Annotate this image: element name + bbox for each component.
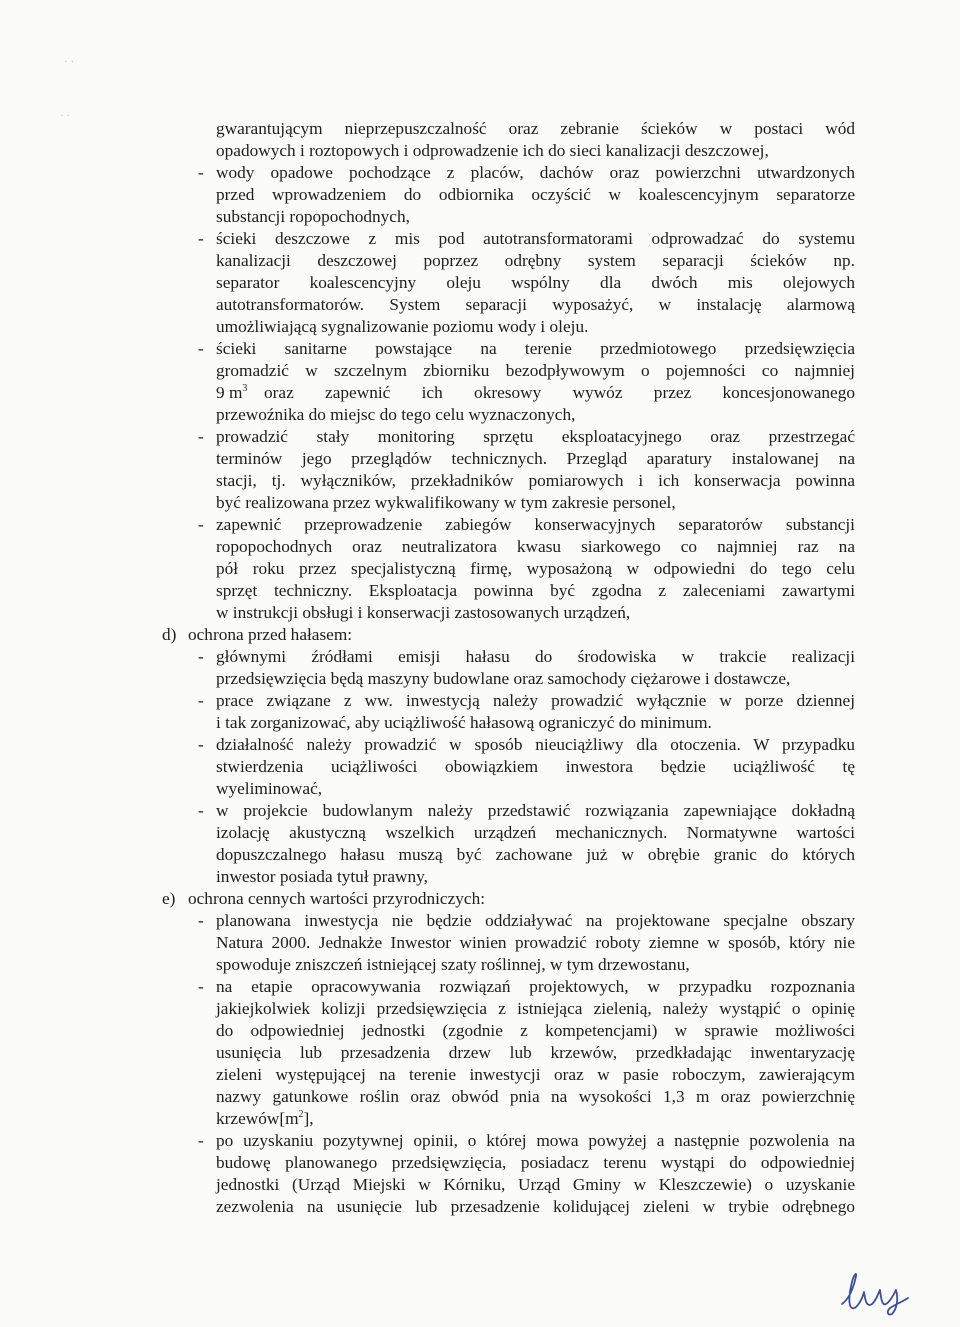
scan-artifact: · · <box>60 110 71 122</box>
unit-text: krzewów[m <box>216 1109 299 1128</box>
list-item-line: wody opadowe pochodzące z placów, dachów oraz powierzchni utwardzonych <box>216 163 855 182</box>
list-item-dash: - <box>198 691 204 710</box>
section-heading-d: ochrona przed hałasem: <box>188 625 353 644</box>
list-item-dash: - <box>198 911 204 930</box>
list-item-line: i tak zorganizować, aby uciążliwość hałasową ograniczyć do minimum. <box>216 713 712 732</box>
list-item-line: jakiejkolwiek kolizji przedsięwzięcia z istniejąca zielenią, należy wystąpić o opinię <box>216 999 855 1018</box>
list-item-line: prowadzić stały monitoring sprzętu eksploatacyjnego oraz przestrzegać <box>216 427 855 446</box>
list-item-line: stwierdzenia uciążliwości obowiązkiem inwestora będzie uciążliwość tę <box>216 757 855 776</box>
section-heading-e: ochrona cennych wartości przyrodniczych: <box>188 889 486 908</box>
list-item-dash: - <box>198 977 204 996</box>
list-item-line: zezwolenia na usunięcie lub przesadzenie kolidującej zieleni w trybie odrębnego <box>216 1197 855 1216</box>
list-item-line: izolację akustyczną wszelkich urządzeń mechanicznych. Normatywne wartości <box>216 823 855 842</box>
list-item-line: na etapie opracowywania rozwiązań projektowych, w przypadku rozpoznania <box>216 977 855 996</box>
list-item-line: działalność należy prowadzić w sposób nieuciążliwy dla otoczenia. W przypadku <box>216 735 855 754</box>
list-item-line: umożliwiającą sygnalizowanie poziomu wody i oleju. <box>216 317 589 336</box>
list-item-line: sprzęt techniczny. Eksploatacja powinna być zgodna z zaleceniami zawartymi <box>216 581 855 600</box>
list-item-line: planowana inwestycja nie będzie oddziaływać na projektowane specjalne obszary <box>216 911 855 930</box>
list-item-dash: - <box>198 735 204 754</box>
volume-value: 9 m <box>216 383 243 402</box>
list-item-line <box>216 382 247 404</box>
list-item-line: spowoduje zniszczeń istniejącej szaty roślinnej, w tym drzewostanu, <box>216 955 690 974</box>
superscript: 2 <box>298 1109 304 1121</box>
list-item-dash: - <box>198 339 204 358</box>
list-item-line: prace związane z ww. inwestycją należy prowadzić wyłącznie w porze dziennej <box>216 691 855 710</box>
paragraph-line: gwarantującym nieprzepuszczalność oraz zebranie ścieków w postaci wód <box>216 119 855 138</box>
unit-text-end: ], <box>303 1109 314 1128</box>
list-item-line: do odpowiedniej jednostki (zgodnie z kompetencjami) w sprawie możliwości <box>216 1021 855 1040</box>
list-item-line: inwestor posiada tytuł prawny, <box>216 867 428 886</box>
list-item-line: kanalizacji deszczowej poprzez odrębny system separacji ścieków np. <box>216 251 855 270</box>
list-item-line: w instrukcji obsługi i konserwacji zastosowanych urządzeń, <box>216 603 631 622</box>
list-item-line: przewoźnika do miejsc do tego celu wyznaczonych, <box>216 405 576 424</box>
list-item-dash: - <box>198 647 204 666</box>
list-item-line <box>216 1108 314 1130</box>
list-item-line: po uzyskaniu pozytywnej opinii, o której mowa powyżej a następnie pozwolenia na <box>216 1131 855 1150</box>
list-item-line: separator koalescencyjny oleju wspólny dla dwóch mis olejowych <box>216 273 855 292</box>
paragraph-line: opadowych i roztopowych i odprowadzenie ich do sieci kanalizacji deszczowej, <box>216 141 769 160</box>
list-item-line: przedsięwzięcia będą maszyny budowlane oraz samochody ciężarowe i dostawcze, <box>216 669 791 688</box>
list-item-line: usunięcia lub przesadzenia drzew lub krzewów, przedkładając inwentaryzację <box>216 1043 855 1062</box>
list-item-line: stacji, tj. wyłączników, przekładników pomiarowych i ich konserwacja powinna <box>216 471 855 490</box>
list-item-dash: - <box>198 427 204 446</box>
section-label-e: e) <box>162 889 176 908</box>
list-item-line: dopuszczalnego hałasu muszą być zachowane już w obrębie granic do których <box>216 845 855 864</box>
list-item-line: jednostki (Urząd Miejski w Kórniku, Urząd Gminy w Kleszczewie) o uzyskanie <box>216 1175 855 1194</box>
list-item-line: wyeliminować, <box>216 779 323 798</box>
list-item-line: zieleni występującej na terenie inwestycji oraz w pasie roboczym, zawierającym <box>216 1065 855 1084</box>
list-item-dash: - <box>198 515 204 534</box>
list-item-line: gromadzić w szczelnym zbiorniku bezodpływowym o pojemności co najmniej <box>216 361 855 380</box>
list-item-line: zapewnić przeprowadzenie zabiegów konserwacyjnych separatorów substancji <box>216 515 855 534</box>
list-item-line: oraz zapewnić ich okresowy wywóz przez koncesjonowanego <box>264 383 855 402</box>
list-item-dash: - <box>198 1131 204 1150</box>
list-item-line: ścieki deszczowe z mis pod autotransformatorami odprowadzać do systemu <box>216 229 855 248</box>
list-item-line: ścieki sanitarne powstające na terenie przedmiotowego przedsięwzięcia <box>216 339 855 358</box>
superscript: 3 <box>242 383 248 395</box>
list-item-dash: - <box>198 229 204 248</box>
list-item-line: budowę planowanego przedsięwzięcia, posiadacz terenu wystąpi do odpowiedniej <box>216 1153 855 1172</box>
list-item-line: nazwy gatunkowe roślin oraz obwód pnia na wysokości 1,3 m oraz powierzchnię <box>216 1087 855 1106</box>
list-item-line: ropopochodnych oraz neutralizatora kwasu siarkowego co najmniej raz na <box>216 537 855 556</box>
list-item-line: w projekcie budowlanym należy przedstawić rozwiązania zapewniające dokładną <box>216 801 855 820</box>
list-item-line: pół roku przez specjalistyczną firmę, wyposażoną w odpowiedni do tego celu <box>216 559 855 578</box>
list-item-line: autotransformatorów. System separacji wyposażyć, w instalację alarmową <box>216 295 855 314</box>
list-item-line: Natura 2000. Jednakże Inwestor winien prowadzić roboty ziemne w sposób, który nie <box>216 933 855 952</box>
list-item-line: terminów jego przeglądów technicznych. Przegląd aparatury instalowanej na <box>216 449 855 468</box>
list-item-dash: - <box>198 163 204 182</box>
list-item-line: być realizowana przez wykwalifikowany w tym zakresie personel, <box>216 493 676 512</box>
signature-icon <box>836 1268 916 1316</box>
list-item-line: głównymi źródłami emisji hałasu do środowiska w trakcie realizacji <box>216 647 855 666</box>
scan-artifact: · · <box>64 56 75 68</box>
list-item-line: substancji ropopochodnych, <box>216 207 410 226</box>
list-item-line: przed wprowadzeniem do odbiornika oczyścić w koalescencyjnym separatorze <box>216 185 855 204</box>
list-item-dash: - <box>198 801 204 820</box>
section-label-d: d) <box>162 625 177 644</box>
